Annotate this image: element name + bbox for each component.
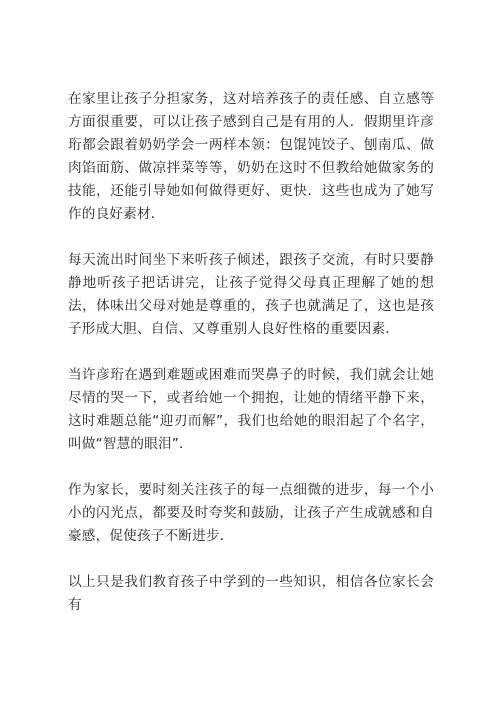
paragraph-housework: 在家里让孩子分担家务，这对培养孩子的责任感、自立感等方面很重要，可以让孩子感到自己是有用的人．假期里许彦珩都会跟着奶奶学会一两样本领：包馄饨饺子、刨南瓜、做肉馅面筋、做凉拌菜等等，奶奶在这时不但教给她做家务的技能，还能引导她如何做得更好、更快．这些也成为了她写作的良好素材． [68, 91, 434, 222]
paragraph-encouragement: 作为家长，要时刻关注孩子的每一点细微的进步，每一个小小的闪光点，都要及时夸奖和鼓励，让孩子产生成就感和自豪感，促使孩子不断进步． [68, 482, 434, 544]
paragraph-tears: 当许彦珩在遇到难题或困难而哭鼻子的时候，我们就会让她尽情的哭一下，或者给她一个拥抱，让她的情绪平静下来，这时难题总能“迎刃而解”，我们也给她的眼泪起了个名字，叫做“智慧的眼泪”． [68, 367, 434, 452]
document-body [68, 88, 434, 617]
paragraph-conclusion: 以上只是我们教育孩子中学到的一些知识，相信各位家长会有 [68, 574, 434, 613]
paragraph-listening: 每天流出时间坐下来听孩子倾述，跟孩子交流，有时只要静静地听孩子把话讲完，让孩子觉得父母真正理解了她的想法，体味出父母对她是尊重的，孩子也就满足了，这也是孩子形成大胆、自信、又尊重别人良好性格的重要因素． [68, 252, 434, 337]
